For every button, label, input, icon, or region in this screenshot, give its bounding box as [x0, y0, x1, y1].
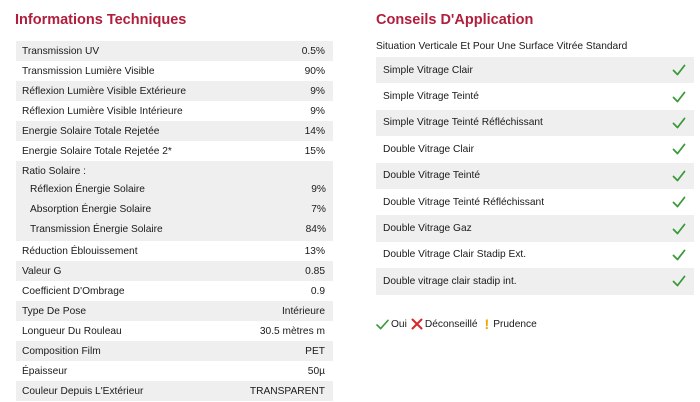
application-list — [376, 57, 694, 295]
spec-row — [16, 121, 333, 141]
application-row — [376, 57, 694, 83]
application-row — [376, 242, 694, 268]
spec-row — [16, 381, 333, 401]
application-advice-title: Conseils D'Application — [376, 12, 534, 28]
spec-label: Longueur Du Rouleau — [22, 325, 122, 337]
spec-row — [16, 361, 333, 381]
application-label: Double Vitrage Clair Stadip Ext. — [383, 249, 527, 261]
spec-row — [16, 81, 333, 101]
spec-value: 50µ — [307, 365, 325, 377]
application-row — [376, 189, 694, 215]
application-label: Simple Vitrage Teinté — [383, 91, 479, 103]
spec-row — [16, 101, 333, 121]
application-label: Double Vitrage Teinté — [383, 170, 481, 182]
spec-label: Coefficient D'Ombrage — [22, 285, 125, 297]
application-row — [376, 163, 694, 189]
spec-value: 14% — [304, 125, 325, 137]
spec-value: PET — [305, 345, 325, 357]
spec-label: Épaisseur — [22, 365, 68, 377]
exclamation-icon: ! — [484, 316, 490, 332]
check-icon — [672, 195, 686, 209]
check-icon — [672, 142, 686, 156]
application-label: Double Vitrage Teinté Réfléchissant — [383, 196, 545, 208]
check-icon — [672, 169, 686, 183]
spec-label: Energie Solaire Totale Rejetée — [22, 125, 160, 137]
spec-value: 0.85 — [305, 265, 325, 277]
legend-warn — [482, 317, 537, 331]
spec-label: Réduction Éblouissement — [22, 245, 138, 257]
spec-row — [16, 261, 333, 281]
legend — [376, 317, 539, 331]
situation-text: Situation Verticale Et Pour Une Surface Vitrée Standard — [376, 41, 628, 52]
spec-value: 15% — [304, 145, 325, 157]
spec-label: Type De Pose — [22, 305, 86, 317]
spec-value: TRANSPARENT — [249, 385, 325, 397]
spec-row — [16, 61, 333, 81]
application-label: Double vitrage clair stadip int. — [383, 275, 517, 287]
ratio-solaire-block — [16, 161, 333, 241]
spec-value: 0.5% — [301, 45, 325, 57]
spec-label: Energie Solaire Totale Rejetée 2* — [22, 145, 172, 157]
spec-label: Couleur Depuis L'Extérieur — [22, 385, 144, 397]
application-row — [376, 136, 694, 162]
spec-value: 90% — [304, 65, 325, 77]
check-icon — [672, 63, 686, 77]
spec-value: 0.9 — [310, 285, 325, 297]
application-row — [376, 110, 694, 136]
spec-label: Transmission Lumière Visible — [22, 65, 155, 77]
spec-row — [16, 241, 333, 261]
spec-value: Intérieure — [281, 305, 325, 317]
spec-value: 13% — [304, 245, 325, 257]
legend-no-label: Déconseillé — [424, 318, 478, 330]
technical-info-table — [16, 41, 333, 401]
check-icon — [672, 90, 686, 104]
ratio-solaire-title: Ratio Solaire : — [22, 166, 86, 177]
application-label: Double Vitrage Clair — [383, 143, 474, 155]
spec-label: Réflexion Lumière Visible Intérieure — [22, 105, 183, 117]
check-icon — [672, 222, 686, 236]
spec-value: 30.5 mètres m — [259, 325, 325, 337]
ratio-row — [22, 219, 333, 239]
spec-row — [16, 41, 333, 61]
legend-ok — [376, 319, 407, 330]
ratio-label: Réflexion Énergie Solaire — [30, 183, 145, 195]
ratio-row — [22, 199, 333, 219]
check-icon — [672, 248, 686, 262]
ratio-value: 84% — [305, 223, 326, 235]
spec-label: Réflexion Lumière Visible Extérieure — [22, 85, 187, 97]
ratio-row — [22, 179, 333, 199]
technical-info-title: Informations Techniques — [15, 12, 187, 28]
ratio-label: Absorption Énergie Solaire — [30, 203, 152, 215]
check-icon — [672, 116, 686, 130]
check-icon — [672, 274, 686, 288]
spec-value: 9% — [310, 85, 325, 97]
application-label: Simple Vitrage Teinté Réfléchissant — [383, 117, 543, 129]
spec-label: Composition Film — [22, 345, 101, 357]
spec-row — [16, 321, 333, 341]
application-label: Double Vitrage Gaz — [383, 223, 472, 235]
spec-row — [16, 141, 333, 161]
ratio-value: 7% — [311, 203, 326, 215]
spec-label: Transmission UV — [22, 45, 100, 57]
spec-row — [16, 301, 333, 321]
legend-ok-label: Oui — [391, 318, 407, 330]
application-row — [376, 268, 694, 294]
spec-value: 9% — [310, 105, 325, 117]
spec-row — [16, 341, 333, 361]
application-row — [376, 83, 694, 109]
spec-label: Valeur G — [22, 265, 62, 277]
application-label: Simple Vitrage Clair — [383, 64, 473, 76]
ratio-value: 9% — [311, 183, 326, 195]
application-row — [376, 215, 694, 241]
check-icon — [376, 319, 389, 330]
legend-no — [411, 318, 478, 330]
ratio-label: Transmission Énergie Solaire — [30, 223, 163, 235]
cross-icon — [411, 318, 423, 330]
spec-row — [16, 281, 333, 301]
legend-warn-label: Prudence — [493, 318, 537, 330]
